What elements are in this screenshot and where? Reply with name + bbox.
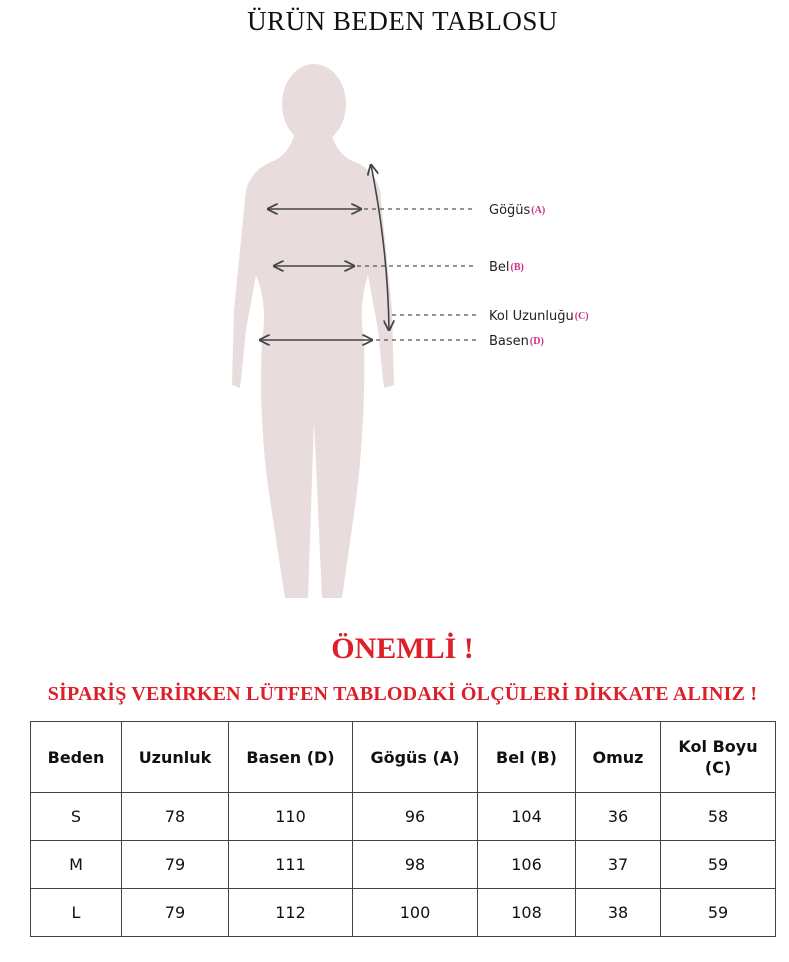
table-cell: 100 xyxy=(353,889,478,937)
header-shoulder: Omuz xyxy=(576,722,661,793)
table-cell: 112 xyxy=(229,889,353,937)
table-cell: 96 xyxy=(353,793,478,841)
table-cell: 38 xyxy=(576,889,661,937)
table-cell: 59 xyxy=(661,841,776,889)
table-cell: S xyxy=(31,793,122,841)
header-length: Uzunluk xyxy=(122,722,229,793)
label-waist: Bel(B) xyxy=(489,260,524,275)
table-cell: 104 xyxy=(478,793,576,841)
table-cell: 106 xyxy=(478,841,576,889)
table-row xyxy=(31,889,776,937)
table-row xyxy=(31,793,776,841)
table-cell: 79 xyxy=(122,841,229,889)
table-cell: L xyxy=(31,889,122,937)
important-notice-title: ÖNEMLİ ! xyxy=(331,632,474,665)
table-cell: 37 xyxy=(576,841,661,889)
header-sleeve: Kol Boyu (C) xyxy=(661,722,776,793)
table-cell: 59 xyxy=(661,889,776,937)
table-cell: 36 xyxy=(576,793,661,841)
table-cell: 111 xyxy=(229,841,353,889)
table-cell: 108 xyxy=(478,889,576,937)
label-hip: Basen(D) xyxy=(489,334,544,349)
important-notice-subtitle: SİPARİŞ VERİRKEN LÜTFEN TABLODAKİ ÖLÇÜLERİ DİKKATE ALINIZ ! xyxy=(47,683,758,705)
table-cell: 98 xyxy=(353,841,478,889)
table-header-row xyxy=(31,722,776,793)
table-row xyxy=(31,841,776,889)
table-cell: 79 xyxy=(122,889,229,937)
measurement-labels xyxy=(489,203,589,349)
size-table xyxy=(30,721,776,937)
header-waist: Bel (B) xyxy=(478,722,576,793)
header-chest: Gögüs (A) xyxy=(353,722,478,793)
header-size: Beden xyxy=(31,722,122,793)
table-cell: 58 xyxy=(661,793,776,841)
label-arm-length: Kol Uzunluğu(C) xyxy=(489,309,589,324)
label-chest: Göğüs(A) xyxy=(489,203,546,218)
table-cell: 110 xyxy=(229,793,353,841)
table-cell: M xyxy=(31,841,122,889)
page-title: ÜRÜN BEDEN TABLOSU xyxy=(247,6,558,36)
body-silhouette xyxy=(232,64,394,598)
table-cell: 78 xyxy=(122,793,229,841)
header-hip: Basen (D) xyxy=(229,722,353,793)
